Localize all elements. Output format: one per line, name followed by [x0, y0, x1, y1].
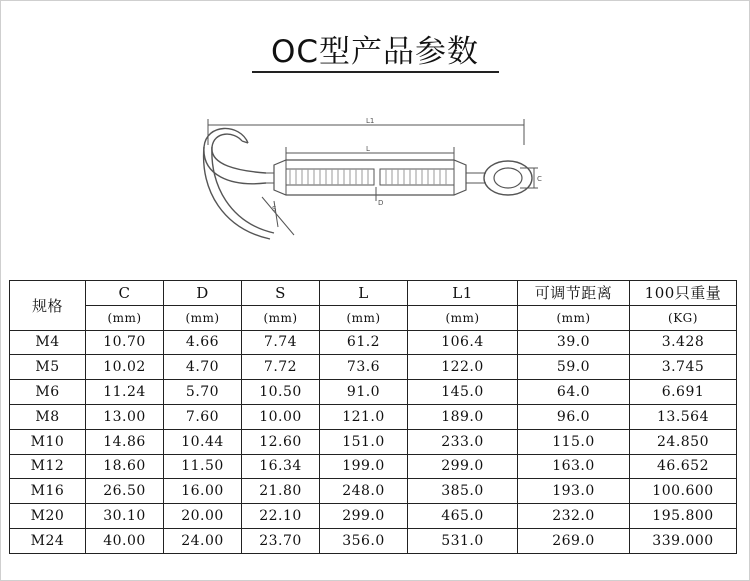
value-cell: 248.0: [320, 479, 408, 504]
unit-row: [10, 305, 737, 330]
page-title: OC型产品参数: [270, 34, 480, 70]
col-header-l1: L1: [408, 281, 518, 306]
value-cell: 193.0: [518, 479, 630, 504]
value-cell: 339.000: [630, 528, 737, 553]
spec-cell: M8: [10, 404, 86, 429]
value-cell: 6.691: [630, 380, 737, 405]
value-cell: 465.0: [408, 504, 518, 529]
col-header-s: S: [242, 281, 320, 306]
spec-cell: M5: [10, 355, 86, 380]
value-cell: 4.70: [164, 355, 242, 380]
spec-header: 规格: [10, 281, 86, 331]
value-cell: 73.6: [320, 355, 408, 380]
value-cell: 24.850: [630, 429, 737, 454]
spec-cell: M4: [10, 330, 86, 355]
value-cell: 163.0: [518, 454, 630, 479]
value-cell: 13.564: [630, 404, 737, 429]
table-row: [10, 330, 737, 355]
table-row: [10, 528, 737, 553]
value-cell: 10.50: [242, 380, 320, 405]
value-cell: 299.0: [320, 504, 408, 529]
col-unit: (KG): [630, 305, 737, 330]
value-cell: 20.00: [164, 504, 242, 529]
spec-cell: M20: [10, 504, 86, 529]
table-row: [10, 479, 737, 504]
table-row: [10, 380, 737, 405]
value-cell: 145.0: [408, 380, 518, 405]
col-header-l: L: [320, 281, 408, 306]
spec-cell: M6: [10, 380, 86, 405]
value-cell: 18.60: [86, 454, 164, 479]
col-unit: (mm): [242, 305, 320, 330]
value-cell: 189.0: [408, 404, 518, 429]
table-row: [10, 404, 737, 429]
label-D: D: [378, 199, 384, 207]
value-cell: 39.0: [518, 330, 630, 355]
value-cell: 100.600: [630, 479, 737, 504]
value-cell: 106.4: [408, 330, 518, 355]
value-cell: 11.50: [164, 454, 242, 479]
spec-table: [9, 280, 737, 554]
value-cell: 121.0: [320, 404, 408, 429]
value-cell: 13.00: [86, 404, 164, 429]
value-cell: 269.0: [518, 528, 630, 553]
value-cell: 96.0: [518, 404, 630, 429]
label-L: L: [366, 145, 370, 153]
turnbuckle-diagram: [190, 105, 560, 255]
col-unit: (mm): [320, 305, 408, 330]
value-cell: 16.00: [164, 479, 242, 504]
value-cell: 23.70: [242, 528, 320, 553]
value-cell: 3.428: [630, 330, 737, 355]
value-cell: 24.00: [164, 528, 242, 553]
value-cell: 151.0: [320, 429, 408, 454]
value-cell: 199.0: [320, 454, 408, 479]
value-cell: 30.10: [86, 504, 164, 529]
value-cell: 40.00: [86, 528, 164, 553]
col-unit: (mm): [518, 305, 630, 330]
value-cell: 10.00: [242, 404, 320, 429]
label-S: S: [272, 205, 277, 213]
value-cell: 16.34: [242, 454, 320, 479]
value-cell: 46.652: [630, 454, 737, 479]
value-cell: 10.44: [164, 429, 242, 454]
value-cell: 21.80: [242, 479, 320, 504]
spec-cell: M12: [10, 454, 86, 479]
col-header-d: D: [164, 281, 242, 306]
col-header-adjust-distance: 可调节距离: [518, 281, 630, 306]
value-cell: 232.0: [518, 504, 630, 529]
value-cell: 3.745: [630, 355, 737, 380]
value-cell: 122.0: [408, 355, 518, 380]
label-L1: L1: [366, 117, 375, 125]
value-cell: 356.0: [320, 528, 408, 553]
value-cell: 233.0: [408, 429, 518, 454]
title-underline: [252, 71, 499, 73]
label-C: C: [537, 175, 542, 183]
spec-table-body: [10, 281, 737, 554]
value-cell: 7.74: [242, 330, 320, 355]
value-cell: 10.70: [86, 330, 164, 355]
table-row: [10, 504, 737, 529]
value-cell: 11.24: [86, 380, 164, 405]
value-cell: 195.800: [630, 504, 737, 529]
col-header-weight: 100只重量: [630, 281, 737, 306]
col-unit: (mm): [408, 305, 518, 330]
col-unit: (mm): [164, 305, 242, 330]
value-cell: 5.70: [164, 380, 242, 405]
spec-cell: M24: [10, 528, 86, 553]
table-row: [10, 355, 737, 380]
value-cell: 531.0: [408, 528, 518, 553]
value-cell: 91.0: [320, 380, 408, 405]
value-cell: 10.02: [86, 355, 164, 380]
col-header-c: C: [86, 281, 164, 306]
value-cell: 26.50: [86, 479, 164, 504]
value-cell: 64.0: [518, 380, 630, 405]
value-cell: 7.60: [164, 404, 242, 429]
value-cell: 4.66: [164, 330, 242, 355]
value-cell: 385.0: [408, 479, 518, 504]
value-cell: 12.60: [242, 429, 320, 454]
value-cell: 22.10: [242, 504, 320, 529]
value-cell: 299.0: [408, 454, 518, 479]
value-cell: 61.2: [320, 330, 408, 355]
table-row: [10, 454, 737, 479]
table-row: [10, 429, 737, 454]
col-unit: (mm): [86, 305, 164, 330]
header-row: [10, 281, 737, 306]
spec-cell: M16: [10, 479, 86, 504]
value-cell: 59.0: [518, 355, 630, 380]
value-cell: 14.86: [86, 429, 164, 454]
spec-cell: M10: [10, 429, 86, 454]
value-cell: 7.72: [242, 355, 320, 380]
value-cell: 115.0: [518, 429, 630, 454]
